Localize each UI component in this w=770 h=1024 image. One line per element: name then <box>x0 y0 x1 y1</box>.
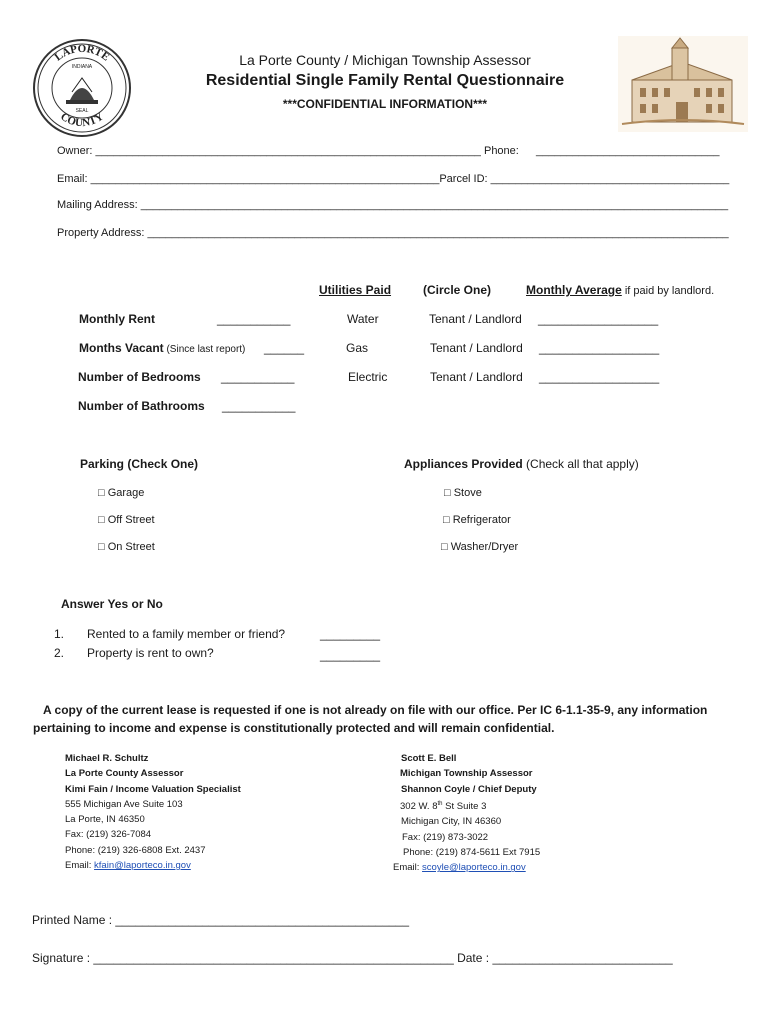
question-2-answer-blank[interactable]: _________ <box>320 648 381 662</box>
utility-gas-average-blank[interactable]: __________________ <box>539 341 660 355</box>
question-1-answer-blank[interactable]: _________ <box>320 627 381 641</box>
utility-gas-choice[interactable]: Tenant / Landlord <box>430 341 523 355</box>
mailing-address-field[interactable]: Mailing Address: ________________________________________________________________________________________________ <box>57 199 729 211</box>
county-email-link[interactable]: kfain@laporteco.in.gov <box>94 860 191 872</box>
township-email-link[interactable]: scoyle@laporteco.in.gov <box>422 862 526 874</box>
svg-text:INDIANA: INDIANA <box>71 64 93 70</box>
bedrooms-blank[interactable]: ___________ <box>221 370 295 384</box>
monthly-rent-label: Monthly Rent <box>79 312 155 326</box>
email-parcel-field[interactable]: Email: _________________________________________________________Parcel ID: _______________________________________ <box>57 173 730 185</box>
utility-electric-label: Electric <box>348 370 388 384</box>
yes-no-heading: Answer Yes or No <box>61 597 163 611</box>
agency-name: La Porte County / Michigan Township Assessor <box>239 52 531 68</box>
property-address-field[interactable]: Property Address: _______________________________________________________________________________________________ <box>57 227 729 239</box>
utility-water-label: Water <box>347 312 379 326</box>
township-phone: Phone: (219) 874-5611 Ext 7915 <box>403 846 541 858</box>
question-1-number: 1. <box>54 627 65 641</box>
parking-heading: Parking (Check One) <box>80 457 199 471</box>
township-assessor-title: Michigan Township Assessor <box>400 768 533 780</box>
appliance-option-refrigerator[interactable]: □ Refrigerator <box>443 514 511 526</box>
utility-water-average-blank[interactable]: __________________ <box>538 312 659 326</box>
county-fax: Fax: (219) 326-7084 <box>65 829 152 841</box>
county-address-line-2: La Porte, IN 46350 <box>65 814 145 826</box>
appliance-option-washer-dryer[interactable]: □ Washer/Dryer <box>441 541 519 553</box>
question-1-text: Rented to a family member or friend? <box>87 627 286 641</box>
lease-notice-line-1: A copy of the current lease is requested if one is not already on file with our office. Per IC 6-1.1-35-9, any information <box>43 703 708 717</box>
utilities-paid-header: Utilities Paid <box>319 283 392 297</box>
appliance-option-stove[interactable]: □ Stove <box>444 487 482 499</box>
months-vacant-blank[interactable]: ______ <box>264 341 305 355</box>
utility-water-choice[interactable]: Tenant / Landlord <box>429 312 522 326</box>
signature-date-field[interactable]: Signature : ______________________________________________________ Date : ___________________________ <box>32 951 673 965</box>
circle-one-header: (Circle One) <box>423 283 492 297</box>
parking-option-on-street[interactable]: □ On Street <box>98 541 155 553</box>
form-title: Residential Single Family Rental Questionnaire <box>205 72 565 89</box>
county-address-line-1: 555 Michigan Ave Suite 103 <box>65 798 183 810</box>
township-assessor-name: Scott E. Bell <box>401 753 457 764</box>
parking-option-off-street[interactable]: □ Off Street <box>98 514 155 526</box>
township-fax: Fax: (219) 873-3022 <box>402 831 489 843</box>
township-email-row: Email: scoyle@laporteco.in.gov <box>393 862 526 874</box>
svg-text:LAPORTE: LAPORTE <box>52 42 112 64</box>
utility-electric-choice[interactable]: Tenant / Landlord <box>430 370 523 384</box>
svg-text:SEAL: SEAL <box>75 108 89 114</box>
appliances-heading: Appliances Provided (Check all that apply) <box>404 457 639 471</box>
months-vacant-label: Months Vacant (Since last report) <box>79 341 246 355</box>
lease-notice-line-2: pertaining to income and expense is constitutionally protected and will remain confidential. <box>33 721 555 735</box>
parking-option-garage[interactable]: □ Garage <box>98 487 145 499</box>
question-2-number: 2. <box>54 646 65 660</box>
township-staff: Shannon Coyle / Chief Deputy <box>401 783 537 795</box>
contact-block-county <box>65 751 241 873</box>
svg-text:COUNTY: COUNTY <box>58 110 106 130</box>
county-assessor-title: La Porte County Assessor <box>65 768 184 780</box>
utility-gas-label: Gas <box>346 341 369 355</box>
monthly-average-header: Monthly Average if paid by landlord. <box>526 283 715 297</box>
bedrooms-label: Number of Bedrooms <box>78 370 201 384</box>
county-assessor-name: Michael R. Schultz <box>65 753 149 764</box>
owner-phone-field[interactable]: Owner: _______________________________________________________________ Phone: <box>57 145 519 157</box>
county-email-row: Email: kfain@laporteco.in.gov <box>65 860 191 872</box>
monthly-rent-blank[interactable]: ___________ <box>217 312 291 326</box>
utility-electric-average-blank[interactable]: __________________ <box>539 370 660 384</box>
township-address-line-1: 302 W. 8th St Suite 3 <box>400 800 487 813</box>
contact-block-township <box>393 751 540 876</box>
confidential-notice: ***CONFIDENTIAL INFORMATION*** <box>282 97 488 111</box>
county-phone: Phone: (219) 326-6808 Ext. 2437 <box>65 844 206 856</box>
county-staff: Kimi Fain / Income Valuation Specialist <box>65 783 241 795</box>
question-2-text: Property is rent to own? <box>87 646 214 660</box>
bathrooms-blank[interactable]: ___________ <box>222 399 296 413</box>
bathrooms-label: Number of Bathrooms <box>78 399 205 413</box>
phone-blank[interactable]: ______________________________ <box>536 145 720 157</box>
printed-name-field[interactable]: Printed Name : ____________________________________________ <box>32 913 410 927</box>
township-address-line-2: Michigan City, IN 46360 <box>401 816 502 828</box>
